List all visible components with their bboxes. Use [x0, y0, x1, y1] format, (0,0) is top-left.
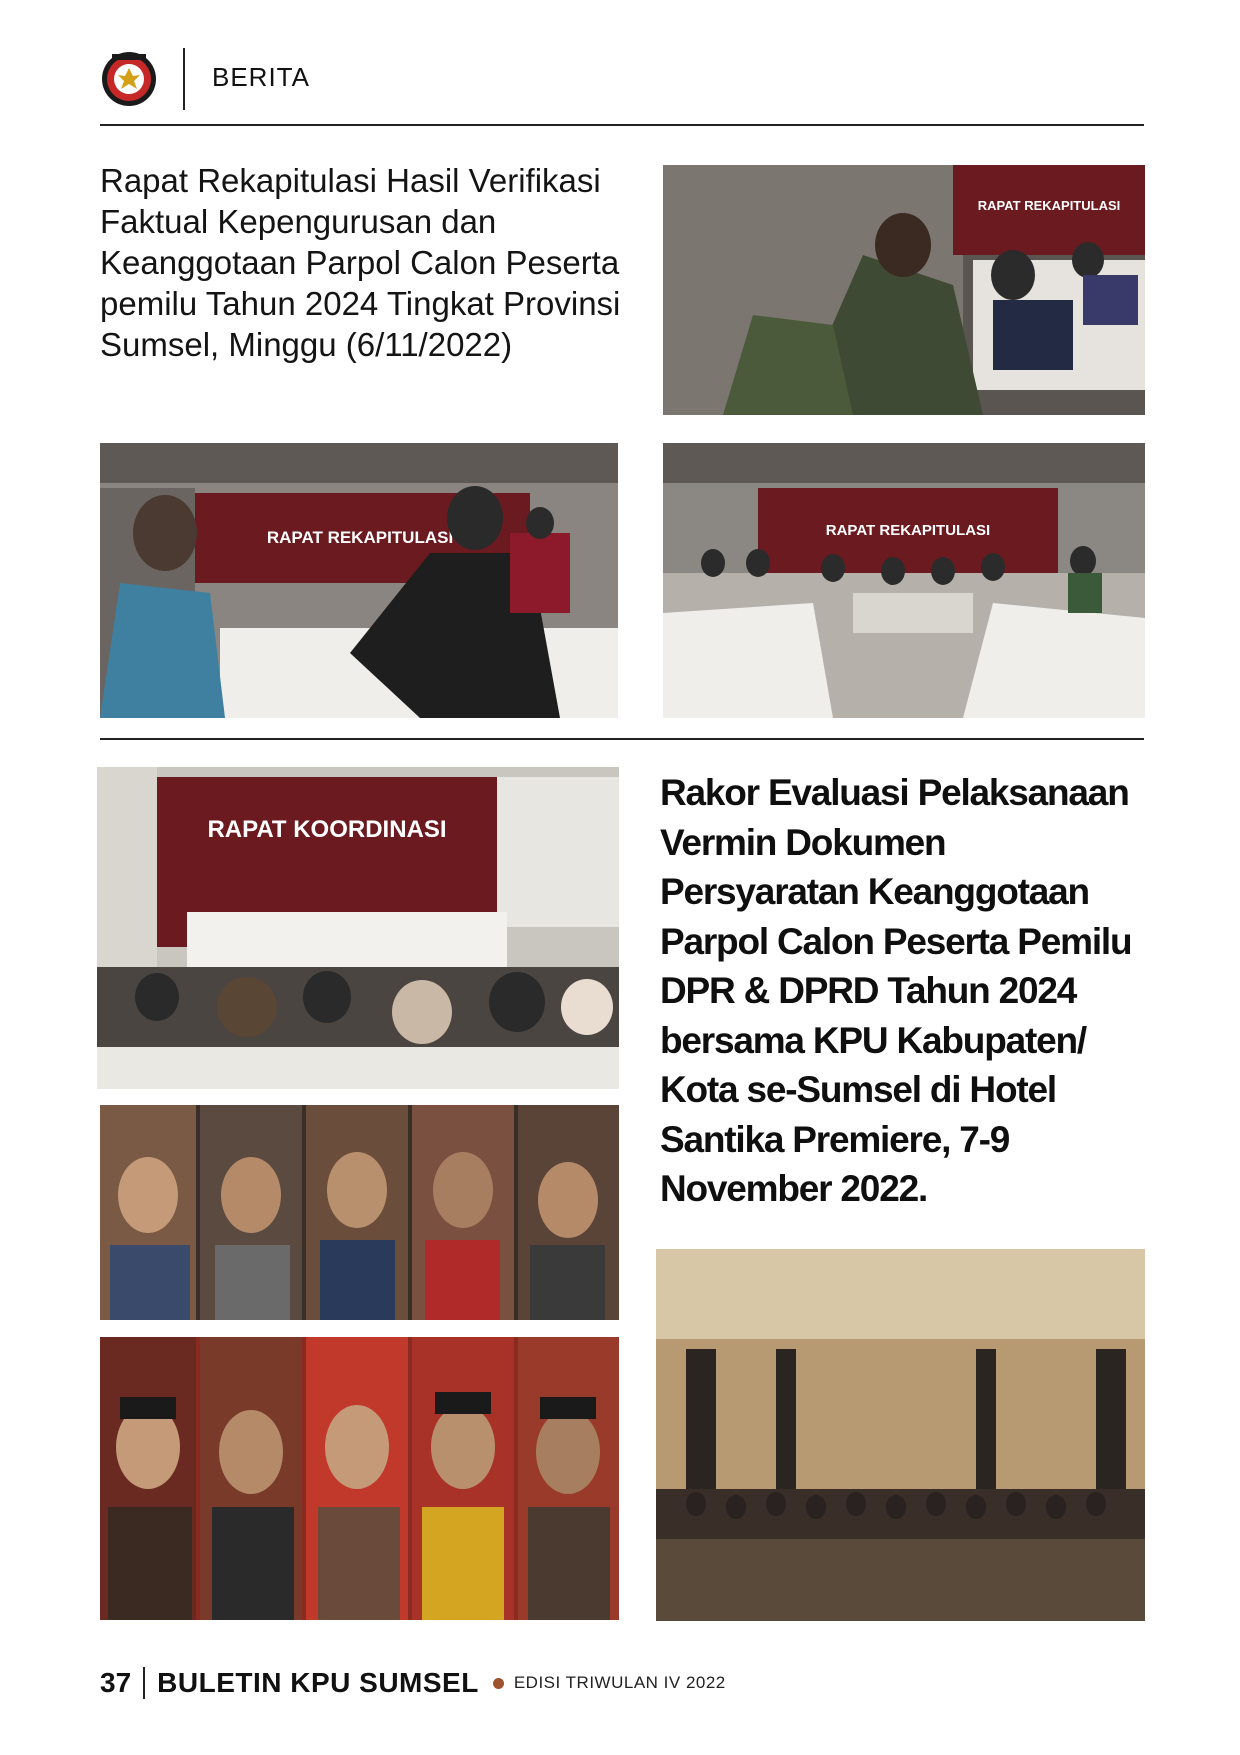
- header-rule: [100, 124, 1144, 126]
- photo-rakor-main: [97, 767, 619, 1089]
- header-divider: [183, 48, 185, 110]
- article1-title: Rapat Rekapitulasi Hasil Verifikasi Faktual Kepengurusan dan Keanggotaan Parpol Calon Peserta pemilu Tahun 2024 Tingkat Provinsi Sumsel, Minggu (6/11/2022): [100, 162, 621, 363]
- photo-rekap-signing-2: [100, 443, 618, 718]
- banner-text: RAPAT REKAPITULASI: [977, 198, 1121, 213]
- photo-group: [656, 1249, 1145, 1621]
- kpu-logo-icon: [100, 48, 158, 110]
- banner-text: RAPAT REKAPITULASI: [266, 528, 454, 547]
- footer: [100, 1665, 726, 1701]
- section-divider-rule: [100, 738, 1144, 740]
- page-number: 37: [100, 1667, 132, 1698]
- photo-speakers-collage-2: [100, 1337, 619, 1620]
- banner-text: RAPAT KOORDINASI: [207, 816, 447, 843]
- banner-text: RAPAT REKAPITULASI: [825, 522, 991, 539]
- article2-title: Rakor Evaluasi Pelaksanaan Vermin Dokumen Persyaratan Keanggotaan Parpol Calon Peserta Pemilu DPR & DPRD Tahun 2024 bersama KPU Kabupaten/ Kota se-Sumsel di Hotel Santika Premiere, 7-9 November 2022.: [660, 772, 1132, 1209]
- footer-divider: [143, 1667, 145, 1699]
- bullet-dot-icon: [493, 1678, 504, 1689]
- photo-rekap-meeting: [663, 443, 1145, 718]
- section-label: BERITA: [212, 62, 310, 92]
- photo-rekap-signing-1: [663, 165, 1145, 415]
- edition-label: EDISI TRIWULAN IV 2022: [513, 1673, 726, 1692]
- publication-name: BULETIN KPU SUMSEL: [157, 1667, 479, 1698]
- photo-speakers-collage-1: [100, 1105, 619, 1320]
